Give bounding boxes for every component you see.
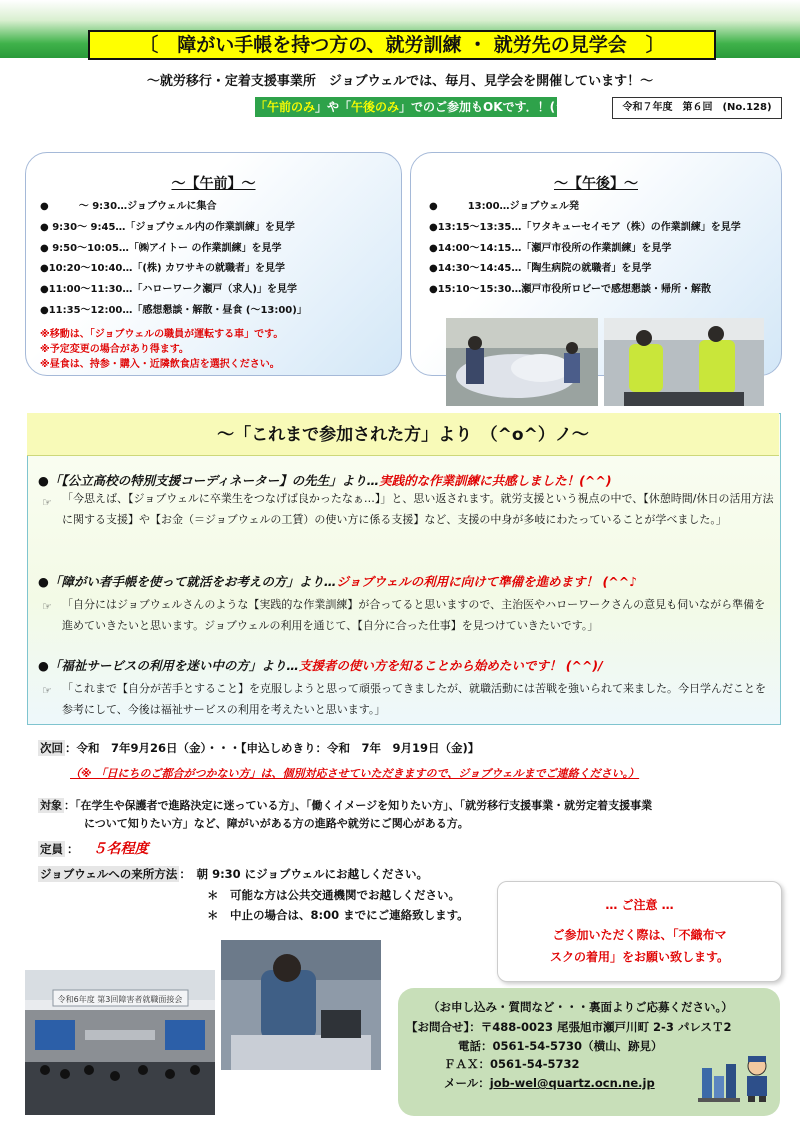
mascot-icon — [742, 1054, 772, 1102]
caution-line-1: ご参加いただく際は、「不織布マ — [552, 928, 727, 942]
target-line-2: について知りたい方」など、障がいがある方の進路や就労にご関心がある方。 — [84, 817, 469, 830]
list-item: ● 13:00…ジョブウェル発 — [429, 201, 579, 212]
capacity-value: ５名程度 — [92, 841, 149, 857]
capacity-label: 定員 — [40, 842, 63, 856]
next-session — [38, 740, 479, 756]
contact-fax — [444, 1055, 580, 1074]
page-subtitle: ～就労移行・定着支援事業所 ジョブウェルでは、毎月、見学会を開催しています！～ — [146, 74, 654, 89]
list-item: ●11:00～11:30…「ハローワーク瀬戸（求人)」を見学 — [40, 284, 297, 296]
testimonial-who: ●「障がい者手帳を使って就活をお考えの方」より… — [38, 574, 337, 589]
contact-address-value: 〒488-0023 尾張旭市瀬戸川町 2-3 パレスＴ2 — [480, 1020, 732, 1034]
note-line: ※予定変更の場合があり得ます。 — [40, 344, 189, 355]
contact-phone-value: 0561-54-5730（横山、跡見） — [492, 1039, 663, 1053]
contact-fax-value: 0561-54-5732 — [490, 1057, 580, 1071]
page-title: 〔 障がい手帳を持つ方の、就労訓練 ・ 就労先の見学会 〕 — [88, 30, 716, 60]
contact-fax-label: ＦＡＸ： — [444, 1057, 490, 1071]
morning-title: ～【午前】～ — [171, 176, 256, 192]
contact-phone-label: 電話： — [458, 1039, 493, 1053]
building-icon — [698, 1058, 740, 1102]
afternoon-title: ～【午後】～ — [554, 176, 638, 192]
contact-mail-link[interactable]: job-wel@quartz.ocn.ne.jp — [489, 1076, 655, 1090]
testimonial-body: 「自分にはジョブウェルさんのような【実践的な作業訓練】が合ってると思いますので、主治医やハローワークさんの意見も伺いながら準備を進めていきたいと思います。ジョブウェルの利用を通じて、【自分に合った仕事】を見つけていきたいです。」 — [62, 598, 766, 632]
photo-job-fair — [25, 970, 215, 1115]
caution-box — [497, 881, 782, 982]
banner-text-2: 」や「 — [315, 100, 352, 114]
testimonial-body: 「今思えば、【ジョブウェルに卒業生をつなげば良かったなぁ…】」と、思い返されます。就労支援という視点の中で、【休憩時間/休日の活用方法に関する支援】や【お金（＝ジョブウェルの工賃）の使い方に係る支援】など、支援の中身が多岐にわたっていることが学べました。」 — [62, 492, 774, 526]
note-line: ※昼食は、持参・購入・近隣飲食店を選択ください。 — [40, 359, 280, 370]
banner-text-4: 」でのご参加もOKです．！(^^) — [399, 100, 581, 114]
target-line-1 — [38, 797, 652, 813]
morning-schedule-box — [25, 152, 402, 376]
testimonial-quote: ジョブウェルの利用に向けて準備を進めます！ (^^♪ — [336, 574, 638, 589]
testimonial-body: 「これまで【自分が苦手とすること】を克服しようと思って頑張ってきましたが、就職活動には苦戦を強いられて来ました。今日学んだことを参考にして、今後は福祉サービスの利用を考えたいと思います。」 — [62, 682, 766, 716]
contact-mail-label: メール： — [444, 1076, 490, 1090]
access-line-2: ＊ 可能な方は公共交通機関でお越しください。 — [207, 888, 460, 902]
testimonial-quote: 実践的な作業訓練に共感しました！(^^) — [379, 473, 612, 488]
contact-address-label: 【お問合せ】： — [406, 1020, 481, 1034]
list-item: ●14:00～14:15…「瀬戸市役所の作業訓練」を見学 — [429, 242, 672, 254]
morning-notes — [40, 327, 283, 372]
photo-work-training — [446, 318, 598, 406]
photo-staff — [604, 318, 764, 406]
testimonial-quote: 支援者の使い方を知ることから始めたいです！ (^^)/ — [298, 658, 603, 673]
hand-icon: ☞ — [42, 600, 52, 613]
hand-icon: ☞ — [42, 684, 52, 697]
access-label: ジョブウェルへの来所方法 — [40, 867, 178, 881]
list-item: ●14:30～14:45…「陶生病院の就職者」を見学 — [429, 263, 652, 275]
morning-list — [40, 197, 307, 322]
access-line-3: ＊ 中止の場合は、8:00 までにご連絡致します。 — [207, 908, 469, 922]
testimonial-who: ●「福祉サービスの利用を迷い中の方」より… — [38, 658, 299, 673]
banner-text-1: 「午前のみ — [255, 100, 316, 114]
contact-intro: （お申し込み・質問など・・・裏面よりご応募ください。） — [428, 1000, 733, 1014]
list-item: ● 9:50～10:05…「㈱アイトー の作業訓練」を見学 — [40, 242, 282, 254]
list-item: ● ～ 9:30…ジョブウェルに集合 — [40, 201, 217, 212]
hand-icon: ☞ — [42, 496, 52, 509]
list-item: ● 9:30～ 9:45…「ジョブウェル内の作業訓練」を見学 — [40, 221, 295, 233]
list-item: ●11:35～12:00…「感想懇談・解散・昼食 (～13:00)」 — [40, 304, 307, 316]
half-day-banner — [255, 97, 581, 117]
contact-phone — [458, 1037, 663, 1056]
target-label: 対象 — [40, 799, 62, 812]
next-note: （※ 「日にちのご都合がつかない方」は、個別対応させていただきますので、ジョブウェルまでご連絡ください。） — [70, 767, 640, 780]
edition-label: 令和７年度 第６回 (No.128) — [612, 97, 782, 119]
banner-text-3: 午後のみ — [351, 100, 400, 114]
contact-box — [398, 988, 780, 1116]
next-text: ：令和 7年9月26日（金）・・・【申込しめきり：令和 7年 9月19日（金)】 — [65, 741, 480, 755]
testimonial-heading — [38, 656, 603, 674]
testimonial-heading — [38, 471, 612, 489]
list-item: ●13:15～13:35…「ワタキューセイモア（株）の作業訓練」を見学 — [429, 221, 741, 233]
caution-title: … ご注意 … — [605, 898, 674, 912]
caution-line-2: スクの着用」をお願い致します。 — [549, 950, 730, 964]
access-text: ： 朝 9:30 にジョブウェルにお越しください。 — [179, 867, 428, 881]
next-label: 次回 — [40, 741, 63, 755]
capacity: 定員 ： ５名程度 — [40, 841, 149, 857]
contact-address — [406, 1018, 731, 1037]
photo-assembly-work — [221, 940, 381, 1070]
list-item: ●10:20～10:40…「(株) カワサキの就職者」を見学 — [40, 263, 286, 275]
contact-mail — [444, 1074, 655, 1093]
testimonial-who: ●「【公立高校の特別支援コーディネーター】の先生」より… — [38, 473, 380, 488]
access-line-1 — [38, 866, 428, 882]
note-line: ※移動は、「ジョブウェルの職員が運転する車」です。 — [40, 329, 284, 340]
testimonials-title: ～「これまで参加された方」より （^o^）ノ～ — [27, 413, 779, 456]
list-item: ●15:10～15:30…瀬戸市役所ロビーで感想懇談・帰所・解散 — [429, 284, 711, 296]
testimonial-heading — [38, 572, 637, 590]
photo-banner-text: 令和6年度 第3回障害者就職面接会 — [57, 995, 183, 1004]
afternoon-list — [429, 197, 741, 301]
target-text: ：「在学生や保護者で進路決定に迷っている方」、「働くイメージを知りたい方」、「就労移行支援事業・就労定着支援事業 — [64, 799, 653, 812]
